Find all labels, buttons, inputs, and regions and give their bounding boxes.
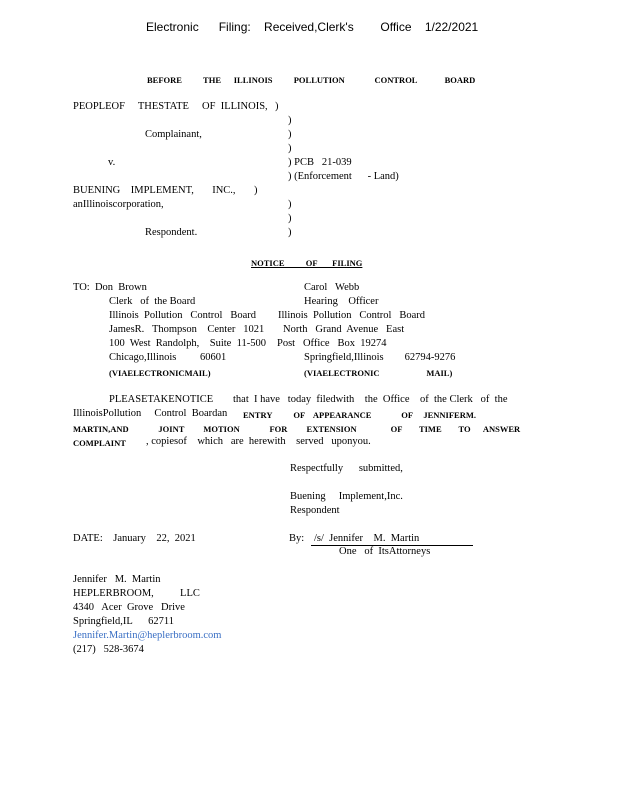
recipient-right-line: Springfield,Illinois 62794-9276 [304, 352, 456, 363]
recipient-right-line: Hearing Officer [304, 296, 379, 307]
by-label: By: [289, 533, 305, 544]
closing-respectfully: Respectfully submitted, [290, 463, 403, 474]
respondent-label: Respondent. [145, 227, 198, 238]
versus-label: v. [108, 157, 116, 168]
caption-paren: ) [288, 115, 292, 126]
defendant-description: anIllinoiscorporation, [73, 199, 164, 210]
recipient-left-delivery: (VIAELECTRONICMAIL) [109, 368, 211, 378]
recipient-right-line: Post Office Box 19274 [277, 338, 387, 349]
attorney-city: Springfield,IL 62711 [73, 616, 175, 627]
board-title: BEFORE THE ILLINOIS POLLUTION CONTROL BOARD [147, 75, 476, 85]
recipient-right-line: Carol Webb [304, 282, 360, 293]
attorney-email-link[interactable]: Jennifer.Martin@heplerbroom.com [73, 630, 222, 641]
recipient-left-line: Illinois Pollution Control Board [109, 310, 257, 321]
defendant-name: BUENING IMPLEMENT, INC., [73, 185, 236, 196]
notice-body-document: MARTIN,AND JOINT MOTION FOR EXTENSION OF TIME TO ANSWER [73, 424, 521, 434]
caption-paren: ) [254, 185, 258, 196]
case-type: ) (Enforcement - Land) [288, 171, 399, 182]
signature-name: /s/ Jennifer M. Martin [314, 533, 420, 544]
date-line: DATE: January 22, 2021 [73, 533, 196, 544]
signature-title: One of ItsAttorneys [339, 546, 431, 557]
notice-body-document: COMPLAINT [73, 438, 126, 448]
recipient-left-line: Chicago,Illinois 60601 [109, 352, 227, 363]
recipient-left-line: 100 West Randolph, Suite 11-500 [109, 338, 266, 349]
notice-title: NOTICE OF FILING [251, 258, 363, 268]
caption-paren: ) [288, 213, 292, 224]
recipient-right-line: Illinois Pollution Control Board [278, 310, 426, 321]
complainant-label: Complainant, [145, 129, 202, 140]
closing-role: Respondent [290, 505, 340, 516]
recipient-left-line: Clerk of the Board [109, 296, 196, 307]
recipient-right-delivery: (VIAELECTRONIC MAIL) [304, 368, 453, 378]
case-number: ) PCB 21-039 [288, 157, 352, 168]
attorney-street: 4340 Acer Grove Drive [73, 602, 185, 613]
notice-body-lead: PLEASETAKENOTICE [109, 394, 214, 405]
recipient-left-line: JamesR. Thompson Center 1021 [109, 324, 265, 335]
notice-body-text: IllinoisPollution Control Boardan [73, 408, 228, 419]
caption-paren: ) [288, 143, 292, 154]
caption-paren: ) [288, 199, 292, 210]
caption-paren: ) [288, 129, 292, 140]
attorney-name: Jennifer M. Martin [73, 574, 161, 585]
attorney-firm: HEPLERBROOM, LLC [73, 588, 200, 599]
plaintiff-name: PEOPLEOF THESTATE OF ILLINOIS, [73, 101, 268, 112]
caption-paren: ) [288, 227, 292, 238]
closing-company: Buening Implement,Inc. [290, 491, 403, 502]
to-label: TO: Don Brown [73, 282, 147, 293]
caption-paren: ) [275, 101, 279, 112]
notice-body-document: ENTRY OF APPEARANCE OF JENNIFERM. [243, 410, 476, 420]
notice-body-text: that I have today filedwith the Office of the Clerk of the [233, 394, 508, 405]
filing-header: Electronic Filing: Received,Clerk's Office 1/22/2021 [146, 20, 479, 34]
attorney-phone: (217) 528-3674 [73, 644, 144, 655]
recipient-right-line: North Grand Avenue East [283, 324, 405, 335]
notice-body-text: , copiesof which are herewith served uponyou. [146, 436, 371, 447]
